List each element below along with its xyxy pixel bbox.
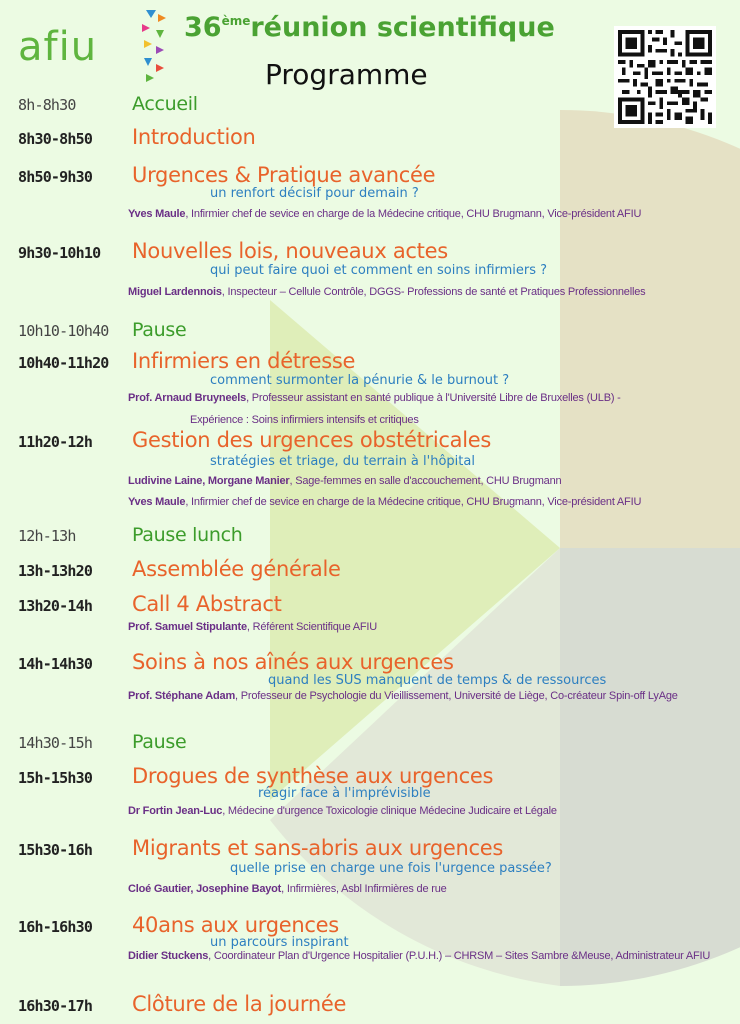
session-title: Urgences & Pratique avancée <box>132 163 436 187</box>
speaker-line: Prof. Stéphane Adam, Professeur de Psychologie du Vieillissement, Université de Liège, Co-créateur Spin-off LyAge <box>128 690 678 702</box>
time-slot: 16h30-17h <box>18 997 93 1015</box>
afiu-logo: afiu <box>18 24 98 70</box>
session-title: Pause lunch <box>132 524 243 546</box>
qr-code[interactable] <box>614 26 716 128</box>
time-slot: 10h40-11h20 <box>18 354 109 372</box>
time-slot: 10h10-10h40 <box>18 322 109 340</box>
session-title: Assemblée générale <box>132 557 341 581</box>
time-slot: 16h-16h30 <box>18 918 93 936</box>
speaker-line: Ludivine Laine, Morgane Manier, Sage-femmes en salle d'accouchement, CHU Brugmann <box>128 475 562 487</box>
session-title: Call 4 Abstract <box>132 592 282 616</box>
session-title: Migrants et sans-abris aux urgences <box>132 836 504 860</box>
time-slot: 8h30-8h50 <box>18 130 93 148</box>
page-subtitle: Programme <box>265 58 428 91</box>
session-subtitle: quand les SUS manquent de temps & de ressources <box>268 673 607 688</box>
session-title: 40ans aux urgences <box>132 913 339 937</box>
time-slot: 14h30-15h <box>18 734 93 752</box>
time-slot: 13h-13h20 <box>18 562 93 580</box>
time-slot: 11h20-12h <box>18 433 93 451</box>
session-subtitle: un parcours inspirant <box>210 935 349 950</box>
speaker-line: Prof. Samuel Stipulante, Référent Scientifique AFIU <box>128 621 378 633</box>
time-slot: 15h-15h30 <box>18 769 93 787</box>
speaker-line: Cloé Gautier, Josephine Bayot, Infirmières, Asbl Infirmières de rue <box>128 883 447 895</box>
session-subtitle: comment surmonter la pénurie & le burnout ? <box>210 373 510 388</box>
speaker-line: Dr Fortin Jean-Luc, Médecine d'urgence Toxicologie clinique Médecine Judicaire et Légale <box>128 805 557 817</box>
session-title: Pause <box>132 319 187 341</box>
speaker-line: Didier Stuckens, Coordinateur Plan d'Urgence Hospitalier (P.U.H.) – CHRSM – Sites Sambre &Meuse, Administrateur AFIU <box>128 950 711 962</box>
session-subtitle: réagir face à l'imprévisible <box>258 786 431 801</box>
speaker-line: Miguel Lardennois, Inspecteur – Cellule Contrôle, DGGS- Professions de santé et Pratiques Professionnelles <box>128 286 646 298</box>
time-slot: 8h50-9h30 <box>18 168 93 186</box>
session-subtitle: qui peut faire quoi et comment en soins infirmiers ? <box>210 263 548 278</box>
session-title: Soins à nos aînés aux urgences <box>132 650 454 674</box>
afiu-logo-mark <box>136 8 172 88</box>
event-title: 36èmeréunion scientifique <box>184 12 555 43</box>
session-title: Clôture de la journée <box>132 992 347 1016</box>
speaker-line: Prof. Arnaud Bruyneels, Professeur assistant en santé publique à l'Université Libre de Bruxelles (ULB) - <box>128 392 621 404</box>
time-slot: 13h20-14h <box>18 597 93 615</box>
speaker-line: Expérience : Soins infirmiers intensifs et critiques <box>190 414 419 426</box>
session-title: Drogues de synthèse aux urgences <box>132 764 494 788</box>
session-subtitle: stratégies et triage, du terrain à l'hôpital <box>210 454 475 469</box>
time-slot: 14h-14h30 <box>18 655 93 673</box>
time-slot: 12h-13h <box>18 527 76 545</box>
time-slot: 15h30-16h <box>18 841 93 859</box>
session-title: Accueil <box>132 93 198 115</box>
session-title: Nouvelles lois, nouveaux actes <box>132 239 448 263</box>
session-subtitle: un renfort décisif pour demain ? <box>210 186 419 201</box>
time-slot: 9h30-10h10 <box>18 244 101 262</box>
session-title: Pause <box>132 731 187 753</box>
time-slot: 8h-8h30 <box>18 96 76 114</box>
session-subtitle: quelle prise en charge une fois l'urgence passée? <box>230 861 552 876</box>
session-title: Infirmiers en détresse <box>132 349 356 373</box>
speaker-line: Yves Maule, Infirmier chef de sevice en charge de la Médecine critique, CHU Brugmann, Vice-président AFIU <box>128 496 642 508</box>
speaker-line: Yves Maule, Infirmier chef de sevice en charge de la Médecine critique, CHU Brugmann, Vice-président AFIU <box>128 208 642 220</box>
session-title: Gestion des urgences obstétricales <box>132 428 492 452</box>
session-title: Introduction <box>132 125 256 149</box>
